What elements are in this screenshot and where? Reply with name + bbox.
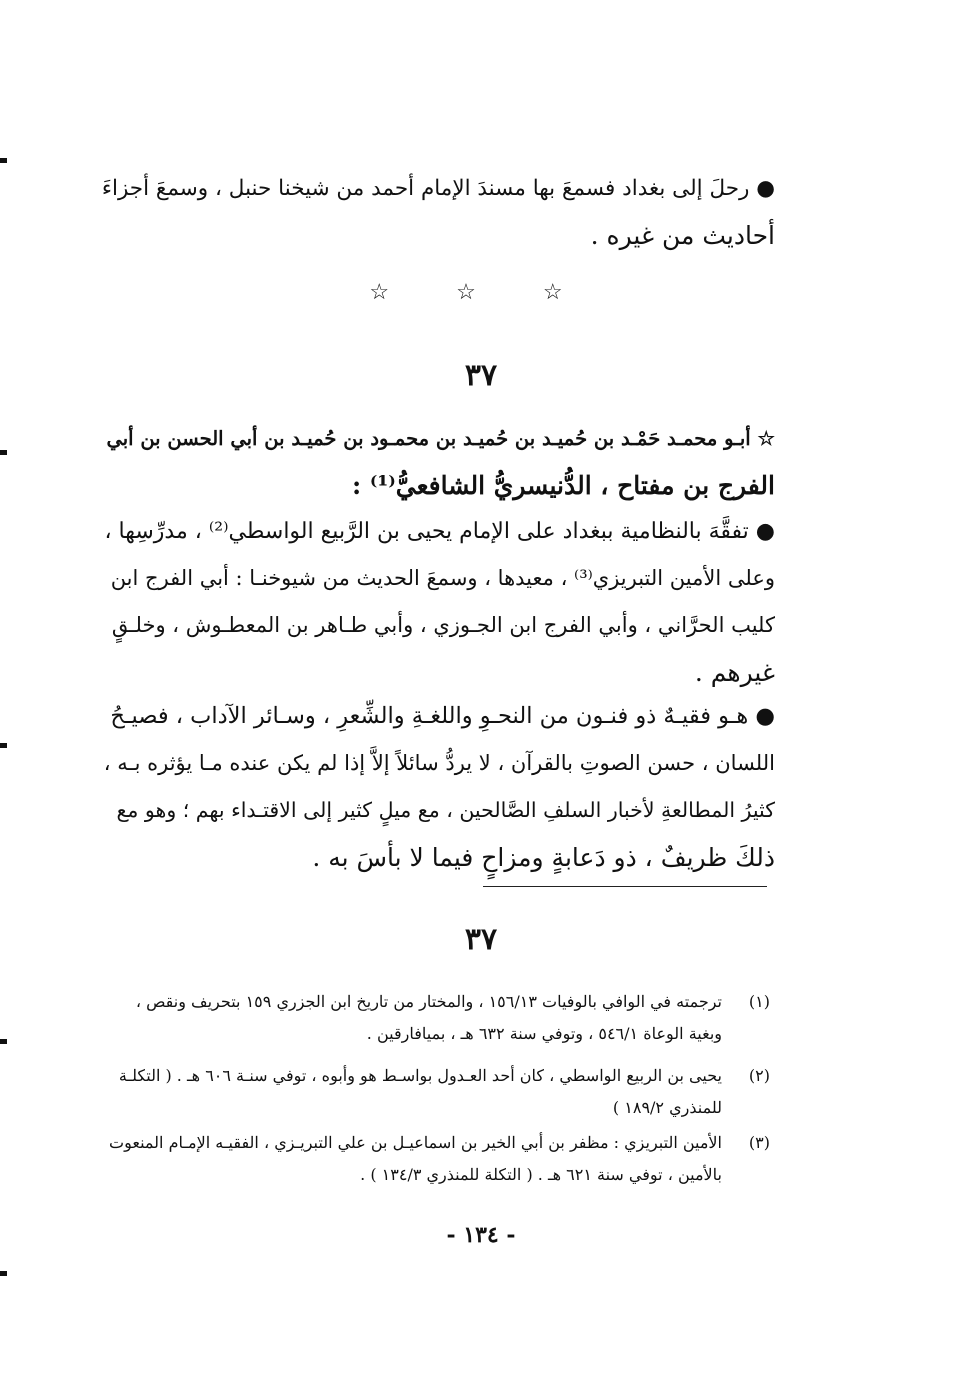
intro-paragraph — [100, 165, 775, 259]
entry-number: ٣٧ — [464, 358, 498, 393]
footnote-line: بالأمين ، توفي سنة ٦٢١ هـ . ( التكلة للمنذري ١٣٤/٣ ) . — [360, 1165, 722, 1184]
footnote-line: للمنذري ١٨٩/٢ ) — [612, 1098, 722, 1117]
scan-edge-mark — [0, 743, 7, 748]
entry-paragraph-1 — [103, 508, 775, 696]
heading-line: ☆ أبـو محمـد حَمْـد بن حُميـد بن حُميـد بن محمـود بن حُميـد بن أبي الحسن بن أبي — [106, 427, 775, 450]
text-line: ● تفقَّهَ بالنظامية ببغداد على الإمام يحيى بن الرَّبيع الواسطي⁽²⁾ ، مدرِّسِها ، — [104, 519, 775, 544]
heading-line: الفرج بن مفتاح ، الدُّنيسريُّ الشافعيُّ⁽¹⁾ : — [351, 471, 775, 500]
scan-edge-mark — [0, 158, 7, 163]
footnote-3 — [103, 1127, 770, 1191]
footnote-number: (٢) — [748, 1066, 770, 1085]
text-line: ● رحلَ إلى بغداد فسمعَ بها مسندَ الإمام أحمد من شيخنا حنبل ، وسمعَ أجزاءَ — [101, 176, 775, 201]
text-line: غيرهم . — [694, 658, 775, 687]
text-line: أحاديث من غيره . — [590, 221, 775, 250]
footer-entry-number: ٣٧ — [464, 922, 498, 957]
page-number: - ١٣٤ - — [446, 1222, 516, 1248]
entry-heading — [103, 415, 775, 509]
text-line: ذلكَ ظريفٌ ، ذو دَعابةٍ ومزاحٍ فيما لا بأسَ به . — [312, 843, 775, 872]
footnote-line: وبغية الوعاة ٥٤٦/١ ، وتوفي سنة ٦٣٢ هـ ، بميافارقين . — [366, 1024, 722, 1043]
footnote-1 — [103, 986, 770, 1050]
footnote-number: (١) — [748, 992, 770, 1011]
star-separator: ☆ ☆ ☆ — [369, 280, 593, 305]
text-line: كثيرُ المطالعةِ لأخبار السلفِ الصَّالحين ، مع ميلٍ كثير إلى الاقتـداء بهم ؛ وهو مع — [116, 798, 775, 822]
footnote-divider — [483, 886, 767, 887]
footnote-number: (٣) — [748, 1133, 770, 1152]
text-line: وعلى الأمين التبريزي⁽³⁾ ، معيدها ، وسمعَ الحديث من شيوخنـا : أبي الفرج ابن — [110, 566, 775, 590]
text-line: ● هـو فقيـهٌ ذو فنـون من النحـوِ واللغـةِ والشِّعرِ ، وسـائر الآداب ، فصيـحُ — [110, 703, 775, 729]
scan-edge-mark — [0, 1039, 7, 1044]
scan-edge-mark — [0, 1271, 7, 1276]
text-line: كليب الحرَّاني ، وأبي الفرج ابن الجـوزي ، وأبي طـاهر بن المعطـوش ، وخلـقٍ — [111, 613, 775, 637]
footnote-line: ترجمته في الوافي بالوفيات ١٥٦/١٣ ، والمختار من تاريخ ابن الجزري ١٥٩ بتحريف ونقص ، — [135, 992, 722, 1011]
text-line: اللسان ، حسن الصوتِ بالقرآن ، لا يردُّ سائلاً إلاَّ إذا لم يكن عنده مـا يؤثره بـه ، — [103, 751, 775, 775]
footnote-line: الأمين التبريزي : مظفر بن أبي الخير بن اسماعيـل بن علي التبريـزي ، الفقيـه الإمـام المنعوت — [109, 1133, 722, 1152]
footnote-line: يحيى بن الربيع الواسطي ، كان أحد العـدول بواسـط هو وأبوه ، توفي سنـة ٦٠٦ هـ . ( التكلـة — [118, 1066, 722, 1085]
scan-edge-mark — [0, 450, 7, 455]
entry-paragraph-2 — [103, 693, 775, 881]
footnote-2 — [103, 1060, 770, 1124]
